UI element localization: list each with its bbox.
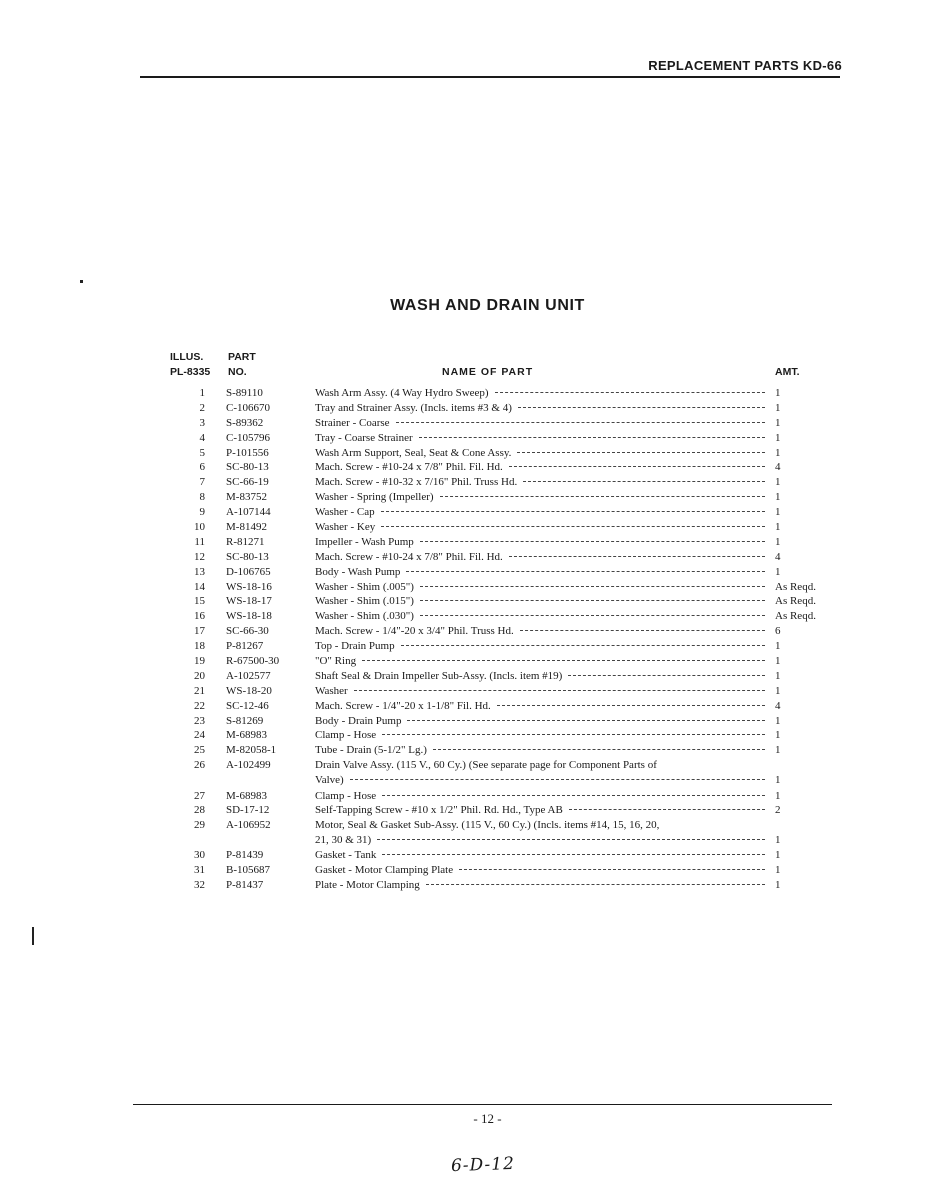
part-header-line1: PART	[228, 351, 256, 363]
part-name-text: Wash Arm Assy. (4 Way Hydro Sweep)	[315, 387, 489, 399]
leader-dashes	[420, 600, 765, 601]
part-name-text: Self-Tapping Screw - #10 x 1/2" Phil. Rd. Hd., Type AB	[315, 804, 563, 817]
amount: 1	[775, 878, 781, 891]
illus-number: 16	[194, 610, 205, 623]
part-number: SC-66-19	[226, 476, 269, 489]
part-name-text: "O" Ring	[315, 655, 357, 668]
part-name	[315, 758, 765, 788]
leader-dashes	[523, 481, 765, 482]
part-name	[315, 684, 765, 699]
amount: 1	[775, 849, 781, 862]
amount: 1	[775, 669, 781, 682]
part-number: A-102577	[226, 669, 271, 682]
illus-number: 2	[199, 401, 205, 414]
leader-dashes	[382, 734, 765, 735]
part-number: M-68983	[226, 789, 267, 802]
parts-list	[0, 386, 950, 893]
part-number: M-68983	[226, 729, 267, 742]
illus-number: 8	[199, 491, 205, 504]
part-name-text: Washer - Shim (.030")	[315, 610, 414, 623]
amount: 6	[775, 625, 781, 638]
leader-dashes	[420, 541, 765, 542]
illus-number: 29	[194, 819, 205, 832]
leader-dashes	[426, 884, 765, 885]
part-name	[315, 460, 765, 475]
part-name	[315, 803, 765, 818]
amount: 1	[775, 521, 781, 534]
amount: 1	[775, 491, 781, 504]
part-name-text: Clamp - Hose	[315, 729, 377, 742]
amount: 1	[775, 729, 781, 742]
part-row	[0, 505, 950, 520]
illus-number: 1	[199, 387, 205, 399]
footer-rule	[133, 1104, 832, 1105]
amount: 1	[775, 416, 781, 429]
leader-dashes	[440, 496, 765, 497]
leader-dashes	[407, 720, 765, 721]
illus-number: 18	[194, 640, 205, 653]
illus-number: 17	[194, 625, 205, 638]
part-number: B-105687	[226, 864, 270, 877]
amount: 2	[775, 804, 781, 817]
part-number: A-106952	[226, 819, 271, 832]
part-header-line2: NO.	[228, 366, 247, 378]
part-row	[0, 848, 950, 863]
leader-dashes	[509, 466, 765, 467]
part-number: M-82058-1	[226, 744, 277, 757]
part-row	[0, 878, 950, 893]
amount: As Reqd.	[775, 595, 816, 608]
part-number: P-81439	[226, 849, 264, 862]
part-name	[315, 654, 765, 669]
part-row	[0, 416, 950, 431]
illus-number: 3	[199, 416, 205, 429]
amount: As Reqd.	[775, 610, 816, 623]
part-name-text: Tray and Strainer Assy. (Incls. items #3 & 4)	[315, 401, 512, 414]
leader-dashes	[568, 675, 765, 676]
part-number: SC-80-13	[226, 461, 269, 474]
section-title: WASH AND DRAIN UNIT	[390, 297, 585, 314]
part-name	[315, 609, 765, 624]
illus-number: 31	[194, 864, 205, 877]
part-number: SC-12-46	[226, 699, 269, 712]
part-name	[315, 416, 765, 431]
part-name	[315, 669, 765, 684]
leader-dashes	[518, 407, 765, 408]
part-name-text: Plate - Motor Clamping	[315, 878, 420, 891]
part-name-text: Gasket - Motor Clamping Plate	[315, 864, 454, 877]
part-name-text: Tube - Drain (5-1/2" Lg.)	[315, 744, 427, 757]
leader-dashes	[362, 660, 765, 661]
amount: 1	[775, 535, 781, 548]
part-name	[315, 728, 765, 743]
leader-dashes	[495, 392, 765, 393]
illus-number: 26	[194, 759, 205, 772]
part-row	[0, 728, 950, 743]
part-number: S-81269	[226, 714, 264, 727]
part-name-text: Clamp - Hose	[315, 789, 377, 802]
part-number: WS-18-17	[226, 595, 272, 608]
part-number: P-101556	[226, 446, 269, 459]
illus-number: 21	[194, 684, 205, 697]
illus-number: 28	[194, 804, 205, 817]
part-name	[315, 431, 765, 446]
part-number: C-106670	[226, 401, 270, 414]
illus-number: 5	[199, 446, 205, 459]
illus-column-header	[170, 350, 210, 380]
part-row	[0, 460, 950, 475]
amount: 1	[775, 834, 781, 847]
amount: 1	[775, 655, 781, 668]
part-row	[0, 550, 950, 565]
leader-dashes	[406, 571, 765, 572]
part-number: WS-18-20	[226, 684, 272, 697]
part-name-text: Washer - Shim (.005")	[315, 580, 414, 593]
scan-speck	[80, 280, 83, 283]
leader-dashes	[396, 422, 765, 423]
amount: 1	[775, 744, 781, 757]
leader-dashes	[401, 645, 765, 646]
part-name-text: Top - Drain Pump	[315, 640, 395, 653]
leader-dashes	[459, 869, 765, 870]
part-name-text: Washer - Cap	[315, 506, 375, 519]
leader-dashes	[354, 690, 765, 691]
part-number: S-89362	[226, 416, 264, 429]
amount: 4	[775, 461, 781, 474]
part-number: R-81271	[226, 535, 265, 548]
leader-dashes	[381, 511, 765, 512]
leader-dashes	[382, 854, 765, 855]
amount: 1	[775, 446, 781, 459]
part-number: P-81267	[226, 640, 264, 653]
amount: 4	[775, 699, 781, 712]
part-row	[0, 818, 950, 848]
part-name	[315, 639, 765, 654]
part-row	[0, 789, 950, 804]
part-name	[315, 565, 765, 580]
part-column-header	[228, 350, 256, 380]
leader-dashes	[520, 630, 765, 631]
leader-dashes	[381, 526, 765, 527]
leader-dashes	[419, 437, 765, 438]
part-name-text: Wash Arm Support, Seal, Seat & Cone Assy.	[315, 446, 512, 459]
amount: 1	[775, 476, 781, 489]
illus-number: 27	[194, 789, 205, 802]
leader-dashes	[420, 586, 765, 587]
leader-dashes	[377, 839, 765, 840]
illus-number: 9	[199, 506, 205, 519]
part-name-text: Washer - Shim (.015")	[315, 595, 414, 608]
illus-number: 30	[194, 849, 205, 862]
amount: As Reqd.	[775, 580, 816, 593]
part-name	[315, 878, 765, 893]
part-number: P-81437	[226, 878, 264, 891]
part-name	[315, 580, 765, 595]
part-name-continuation: Valve)	[315, 774, 344, 787]
part-name-continuation: 21, 30 & 31)	[315, 834, 372, 847]
amount: 4	[775, 550, 781, 563]
part-number: R-67500-30	[226, 655, 280, 668]
part-name	[315, 848, 765, 863]
illus-number: 6	[199, 461, 205, 474]
part-number: M-81492	[226, 521, 267, 534]
part-name-text: Motor, Seal & Gasket Sub-Assy. (115 V., 60 Cy.) (Incls. items #14, 15, 16, 20,	[315, 819, 660, 832]
part-row	[0, 520, 950, 535]
amount: 1	[775, 684, 781, 697]
part-number: A-107144	[226, 506, 271, 519]
scan-speck	[32, 927, 34, 945]
part-row	[0, 475, 950, 490]
illus-number: 24	[194, 729, 205, 742]
part-row	[0, 758, 950, 788]
part-number: SC-66-30	[226, 625, 269, 638]
amount: 1	[775, 864, 781, 877]
illus-number: 15	[194, 595, 205, 608]
leader-dashes	[382, 795, 765, 796]
part-name	[315, 401, 765, 416]
part-row	[0, 684, 950, 699]
part-row	[0, 401, 950, 416]
part-name	[315, 789, 765, 804]
part-name-text: Washer	[315, 684, 348, 697]
part-name-text: Impeller - Wash Pump	[315, 535, 414, 548]
illus-number: 12	[194, 550, 205, 563]
part-name	[315, 818, 765, 848]
illus-number: 10	[194, 521, 205, 534]
part-row	[0, 863, 950, 878]
part-name-text: Mach. Screw - #10-24 x 7/8" Phil. Fil. Hd.	[315, 550, 503, 563]
amount: 1	[775, 401, 781, 414]
page-number: - 12 -	[473, 1111, 502, 1126]
part-name-text: Mach. Screw - #10-24 x 7/8" Phil. Fil. Hd.	[315, 461, 503, 474]
part-name	[315, 699, 765, 714]
part-row	[0, 431, 950, 446]
part-row	[0, 565, 950, 580]
part-name	[315, 505, 765, 520]
part-row	[0, 490, 950, 505]
part-row	[0, 594, 950, 609]
part-number: C-105796	[226, 431, 270, 444]
part-name	[315, 550, 765, 565]
part-row	[0, 669, 950, 684]
part-number: WS-18-16	[226, 580, 272, 593]
part-number: SD-17-12	[226, 804, 270, 817]
amount: 1	[775, 506, 781, 519]
part-name-text: Shaft Seal & Drain Impeller Sub-Assy. (Incls. item #19)	[315, 669, 563, 682]
part-name	[315, 386, 765, 401]
illus-number: 20	[194, 669, 205, 682]
leader-dashes	[420, 615, 765, 616]
part-name	[315, 490, 765, 505]
part-name-text: Mach. Screw - 1/4"-20 x 1-1/8" Fil. Hd.	[315, 699, 491, 712]
part-row	[0, 803, 950, 818]
part-number: D-106765	[226, 565, 271, 578]
amount: 1	[775, 714, 781, 727]
part-name-text: Body - Drain Pump	[315, 714, 402, 727]
illus-number: 14	[194, 580, 205, 593]
part-name-text: Body - Wash Pump	[315, 565, 401, 578]
leader-dashes	[517, 452, 765, 453]
part-name-text: Washer - Spring (Impeller)	[315, 491, 434, 504]
part-name-text: Drain Valve Assy. (115 V., 60 Cy.) (See separate page for Component Parts of	[315, 759, 657, 772]
part-name-text: Strainer - Coarse	[315, 416, 390, 429]
part-name-text: Mach. Screw - #10-32 x 7/16" Phil. Truss Hd.	[315, 476, 518, 489]
part-name	[315, 743, 765, 758]
part-name-text: Gasket - Tank	[315, 849, 377, 862]
amount: 1	[775, 565, 781, 578]
illus-number: 11	[194, 535, 205, 548]
illus-header-line2: PL-8335	[170, 366, 211, 378]
illus-number: 19	[194, 655, 205, 668]
part-row	[0, 446, 950, 461]
illus-number: 32	[194, 878, 205, 891]
header-rule	[140, 76, 840, 78]
amount: 1	[775, 387, 781, 399]
part-name	[315, 475, 765, 490]
part-row	[0, 535, 950, 550]
part-number: WS-18-18	[226, 610, 272, 623]
part-number: M-83752	[226, 491, 267, 504]
part-name	[315, 594, 765, 609]
part-name	[315, 624, 765, 639]
amt-column-header: AMT.	[775, 366, 800, 378]
part-row	[0, 386, 950, 401]
part-name	[315, 714, 765, 729]
part-row	[0, 654, 950, 669]
part-row	[0, 609, 950, 624]
part-number: S-89110	[226, 387, 263, 399]
part-name	[315, 446, 765, 461]
part-row	[0, 639, 950, 654]
illus-number: 13	[194, 565, 205, 578]
name-column-header: NAME OF PART	[442, 366, 534, 378]
part-number: SC-80-13	[226, 550, 269, 563]
part-name-text: Mach. Screw - 1/4"-20 x 3/4" Phil. Truss Hd.	[315, 625, 514, 638]
part-row	[0, 580, 950, 595]
part-name-text: Washer - Key	[315, 521, 376, 534]
part-name	[315, 863, 765, 878]
illus-number: 25	[194, 744, 205, 757]
part-name-text: Tray - Coarse Strainer	[315, 431, 413, 444]
amount: 1	[775, 640, 781, 653]
illus-number: 23	[194, 714, 205, 727]
leader-dashes	[497, 705, 765, 706]
part-name	[315, 520, 765, 535]
part-name	[315, 535, 765, 550]
part-number: A-102499	[226, 759, 271, 772]
amount: 1	[775, 789, 781, 802]
amount: 1	[775, 431, 781, 444]
illus-number: 7	[199, 476, 205, 489]
illus-number: 4	[199, 431, 205, 444]
illus-number: 22	[194, 699, 205, 712]
illus-header-line1: ILLUS.	[170, 351, 204, 363]
leader-dashes	[569, 809, 765, 810]
header-title: REPLACEMENT PARTS KD-66	[648, 58, 842, 73]
part-row	[0, 624, 950, 639]
leader-dashes	[433, 749, 765, 750]
leader-dashes	[350, 779, 765, 780]
leader-dashes	[509, 556, 765, 557]
part-row	[0, 699, 950, 714]
part-row	[0, 743, 950, 758]
amount: 1	[775, 774, 781, 787]
part-row	[0, 714, 950, 729]
handwritten-code: 6-D-12	[450, 1153, 516, 1177]
